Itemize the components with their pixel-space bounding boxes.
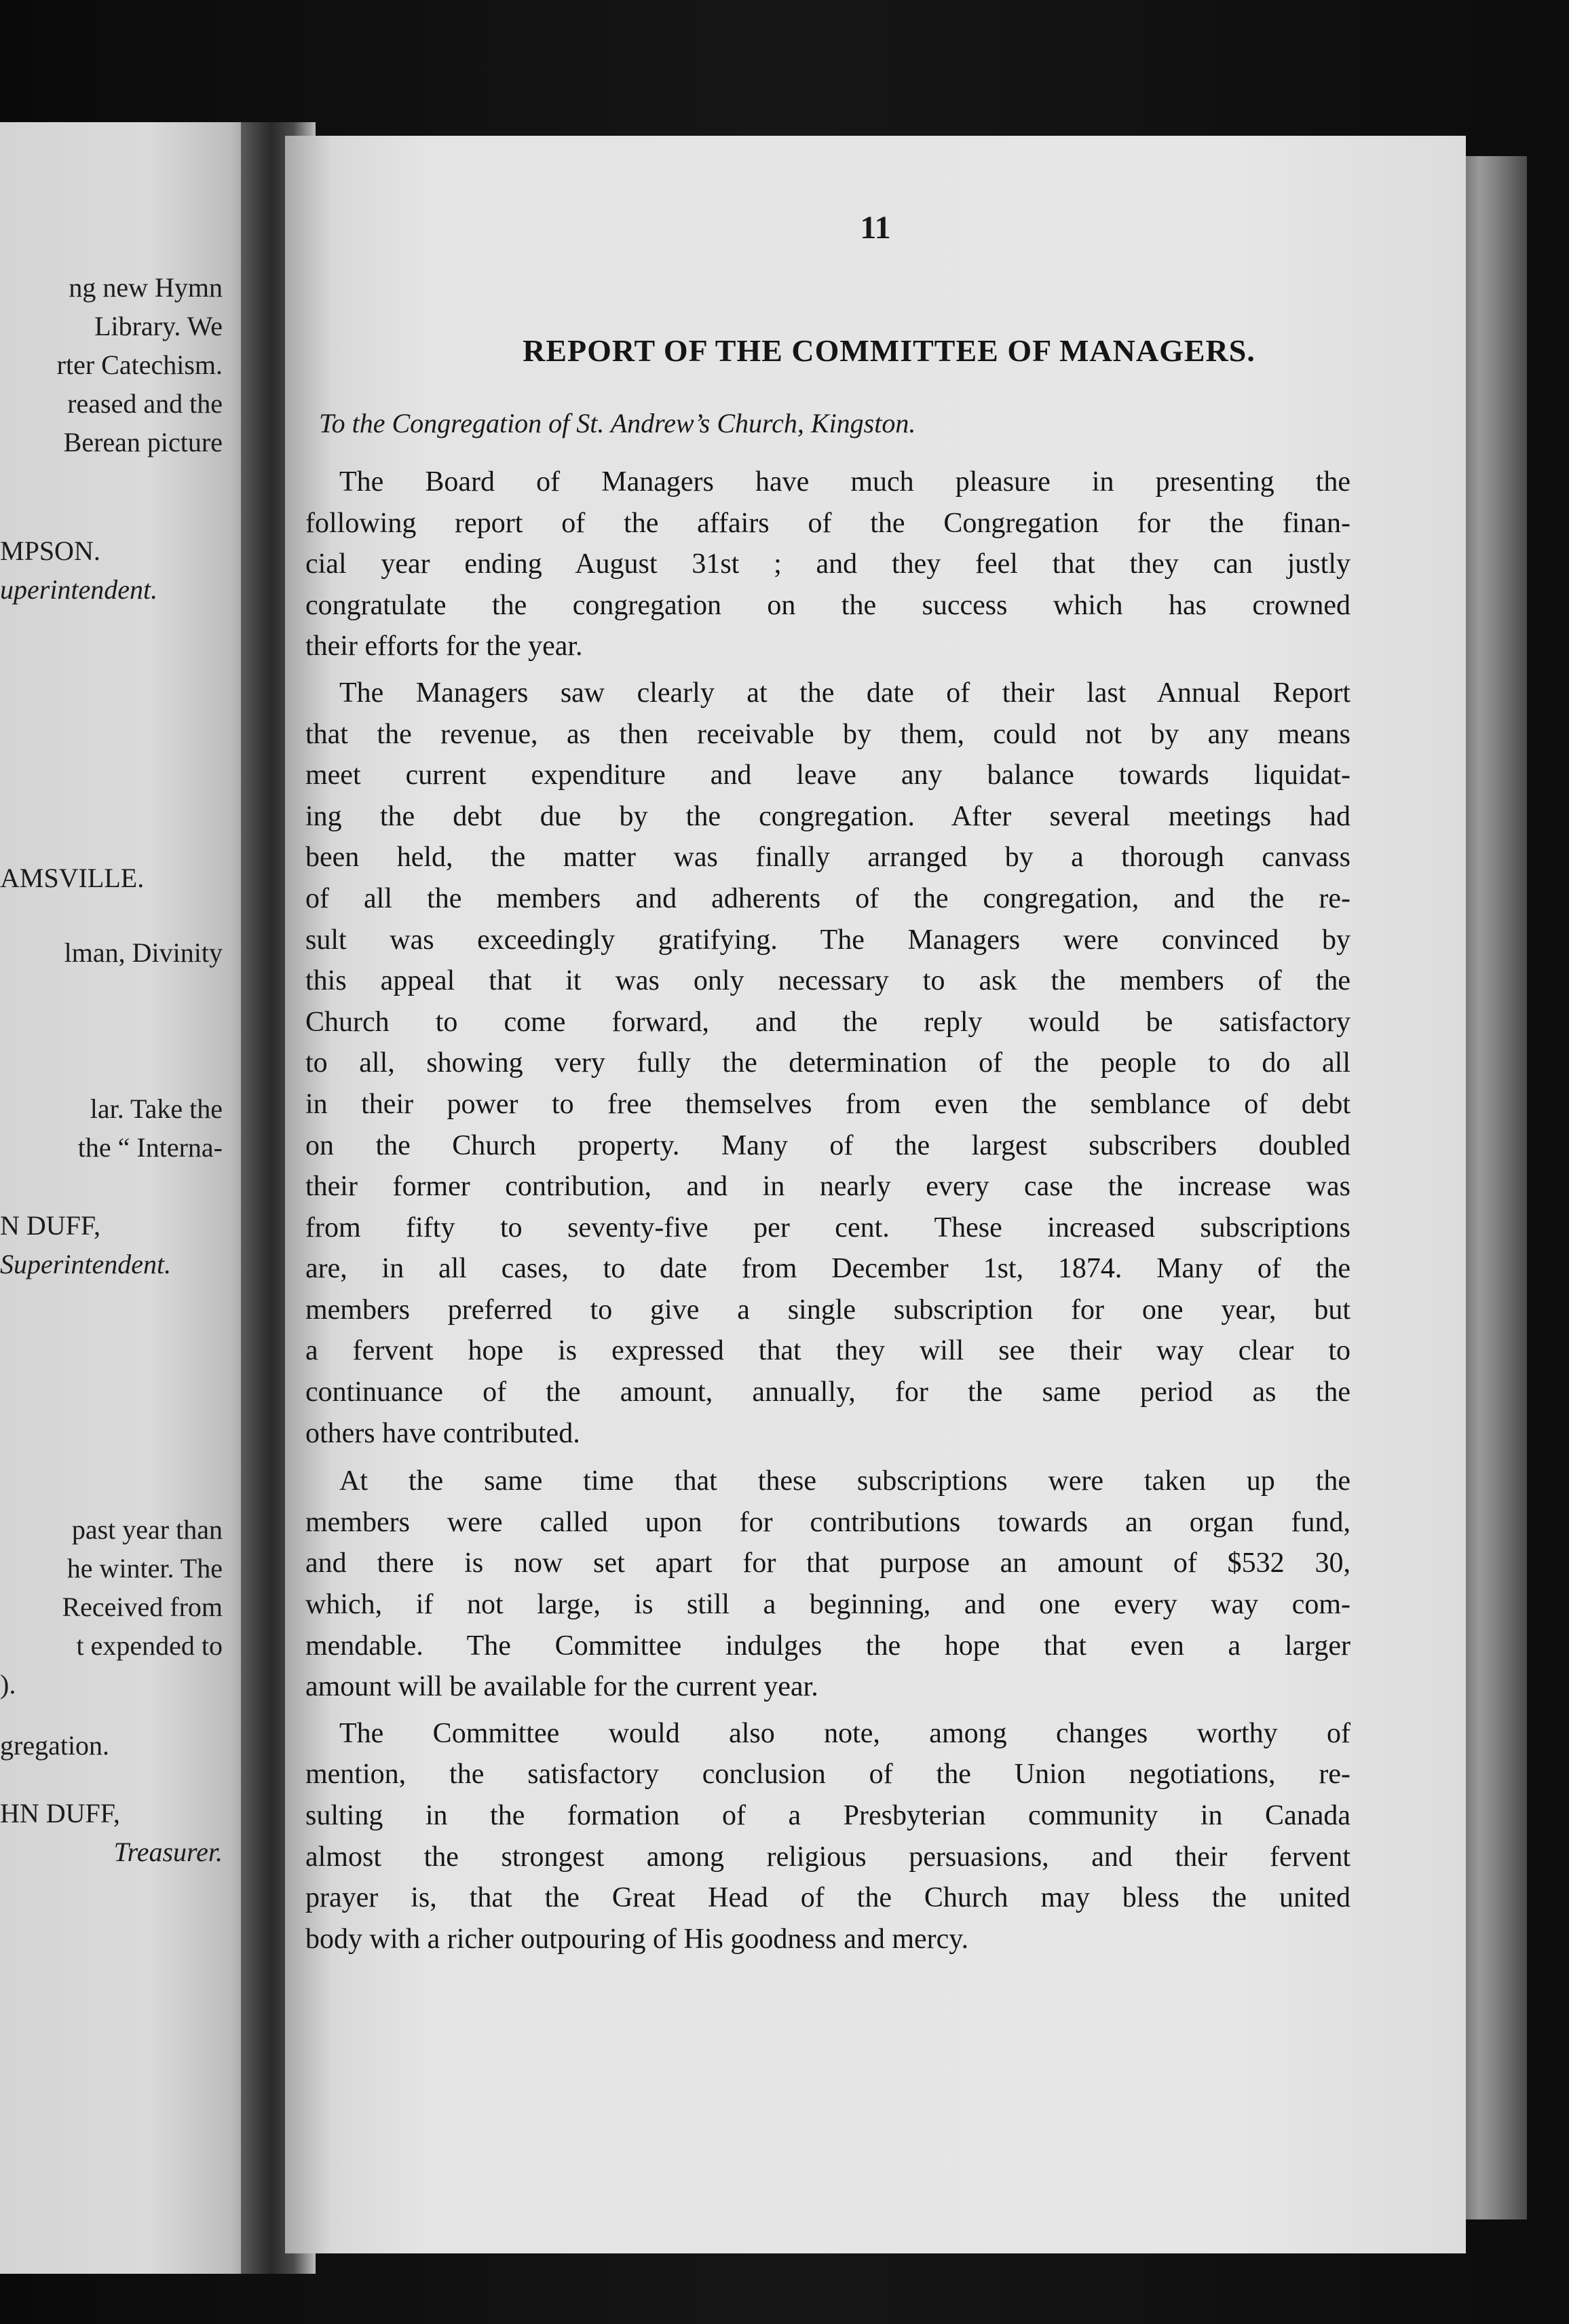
left-page-line: Superintendent. (0, 1249, 172, 1279)
paragraph-line: ing the debt due by the congregation. After several meetings had (305, 800, 1350, 832)
left-page-line: ). (0, 1669, 16, 1700)
paragraph-line: congratulate the congregation on the success which has crowned (305, 589, 1350, 621)
report-addressee: To the Congregation of St. Andrew’s Church, Kingston. (319, 408, 916, 438)
paragraph-line: Church to come forward, and the reply would be satisfactory (305, 1006, 1350, 1038)
left-page-line: N DUFF, (0, 1210, 100, 1241)
paragraph-line: which, if not large, is still a beginning, and one every way com- (305, 1589, 1350, 1621)
paragraph-line: their efforts for the year. (305, 631, 583, 662)
left-page-line: Received from (62, 1592, 223, 1622)
paragraph-line: members preferred to give a single subscription for one year, but (305, 1294, 1350, 1326)
paragraph-line: mendable. The Committee indulges the hope that even a larger (305, 1630, 1350, 1662)
paragraph-line: following report of the affairs of the Congregation for the finan- (305, 507, 1350, 539)
report-title: REPORT OF THE COMMITTEE OF MANAGERS. (523, 333, 1255, 368)
report-paragraph (305, 462, 1350, 667)
paragraph-line: been held, the matter was finally arranged by a thorough canvass (305, 842, 1350, 874)
report-body (305, 462, 1350, 1960)
page-number: 11 (860, 210, 891, 246)
paragraph-line: others have contributed. (305, 1417, 580, 1449)
paragraph-line: body with a richer outpouring of His goodness and mercy. (305, 1923, 969, 1955)
left-page-line: HN DUFF, (0, 1798, 120, 1829)
left-page-line: MPSON. (0, 536, 100, 566)
left-page-line: AMSVILLE. (0, 863, 145, 893)
paragraph-line: members were called upon for contributions towards an organ fund, (305, 1506, 1350, 1538)
paragraph-line: meet current expenditure and leave any balance towards liquidat- (305, 760, 1350, 791)
report-paragraph (305, 673, 1350, 1454)
left-page-line: he winter. The (67, 1553, 223, 1583)
left-page-line: t expended to (76, 1630, 223, 1661)
left-page-line: lman, Divinity (64, 937, 223, 968)
paragraph-line: in their power to free themselves from even the semblance of debt (305, 1088, 1350, 1120)
left-page-line: ng new Hymn (69, 272, 223, 303)
paragraph-line: this appeal that it was only necessary to ask the members of the (305, 965, 1350, 997)
paragraph-line: continuance of the amount, annually, for the same period as the (305, 1376, 1350, 1408)
paragraph-line: The Board of Managers have much pleasure in presenting the (339, 466, 1350, 498)
paragraph-line: almost the strongest among religious persuasions, and their fervent (305, 1841, 1350, 1873)
paragraph-line: of all the members and adherents of the congregation, and the re- (305, 882, 1350, 914)
paragraph-line: The Managers saw clearly at the date of their last Annual Report (339, 677, 1350, 709)
paragraph-line: to all, showing very fully the determination of the people to do all (305, 1047, 1350, 1079)
left-page-line: past year than (71, 1514, 223, 1545)
left-page-line: gregation. (0, 1730, 110, 1761)
paragraph-line: that the revenue, as then receivable by them, could not by any means (305, 718, 1350, 750)
left-page-line: Berean picture (63, 427, 223, 457)
left-page-line: lar. Take the (90, 1093, 223, 1124)
report-paragraph (305, 1713, 1350, 1960)
main-page (285, 136, 1466, 2253)
paragraph-line: and there is now set apart for that purpose an amount of $532 30, (305, 1548, 1350, 1579)
left-facing-page (0, 122, 271, 2274)
paragraph-line: prayer is, that the Great Head of the Church may bless the united (305, 1882, 1350, 1914)
paragraph-line: The Committee would also note, among changes worthy of (339, 1717, 1350, 1749)
left-page-line: the “ Interna- (77, 1132, 223, 1163)
paragraph-line: sulting in the formation of a Presbyterian community in Canada (305, 1800, 1350, 1831)
paragraph-line: cial year ending August 31st ; and they feel that they can justly (305, 548, 1350, 580)
left-page-line: reased and the (67, 388, 223, 419)
paragraph-line: At the same time that these subscriptions were taken up the (339, 1465, 1350, 1497)
paragraph-line: their former contribution, and in nearly every case the increase was (305, 1171, 1350, 1203)
paragraph-line: from fifty to seventy-five per cent. These increased subscriptions (305, 1212, 1350, 1243)
paragraph-line: on the Church property. Many of the largest subscribers doubled (305, 1129, 1350, 1161)
paragraph-line: a fervent hope is expressed that they will see their way clear to (305, 1335, 1350, 1367)
left-page-line: uperintendent. (0, 574, 158, 605)
left-page-line: Library. We (94, 311, 223, 341)
paragraph-line: amount will be available for the current year. (305, 1671, 818, 1703)
paragraph-line: mention, the satisfactory conclusion of the Union negotiations, re- (305, 1759, 1350, 1791)
left-page-line: Treasurer. (113, 1837, 223, 1867)
paragraph-line: sult was exceedingly gratifying. The Managers were convinced by (305, 924, 1350, 956)
book-page-edges (1459, 156, 1527, 2219)
left-page-line: rter Catechism. (56, 350, 223, 380)
report-paragraph (305, 1461, 1350, 1708)
paragraph-line: are, in all cases, to date from December 1st, 1874. Many of the (305, 1253, 1350, 1285)
